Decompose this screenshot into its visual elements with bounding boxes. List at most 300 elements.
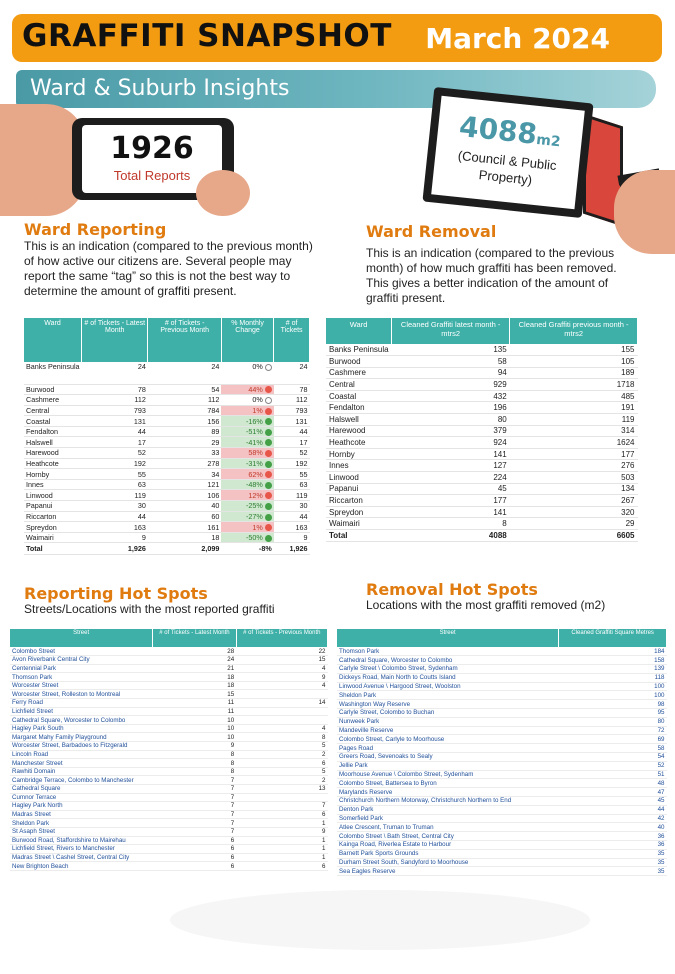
tickets-previous: 1 [236, 836, 327, 845]
cleaned-square-metres: 40 [559, 823, 667, 832]
tickets-count: 55 [274, 469, 310, 480]
table-row [326, 483, 638, 495]
ward-name: Innes [24, 479, 82, 490]
trend-indicator-icon [265, 439, 272, 446]
tickets-latest: 112 [82, 395, 148, 406]
table-row [10, 707, 328, 716]
ward-name: Riccarton [326, 495, 392, 507]
tickets-previous: 29 [148, 437, 222, 448]
ward-name: Innes [326, 460, 392, 472]
ward-name: Riccarton [24, 511, 82, 522]
cleaned-square-metres: 48 [559, 779, 667, 788]
table-row [10, 664, 328, 673]
tickets-latest: 7 [153, 802, 236, 811]
total-reports-value: 1926 [110, 131, 194, 166]
hand-illustration-right [614, 170, 675, 254]
ward-name: Fendalton [24, 426, 82, 437]
table-row [337, 673, 667, 682]
spray-paint-decoration [170, 890, 590, 950]
cleaned-square-metres: 95 [559, 709, 667, 718]
trend-indicator-icon [265, 503, 272, 510]
street-name: Colombo Street \ Bath Street, Central City [337, 832, 559, 841]
total-latest: 4088 [392, 530, 510, 542]
tickets-latest: 15 [153, 690, 236, 699]
table-row [24, 532, 310, 543]
monthly-change: -27% [245, 511, 263, 521]
monthly-change: 12% [248, 490, 263, 500]
ward-name: Hornby [326, 448, 392, 460]
cleaned-previous: 191 [510, 402, 638, 414]
cleaned-previous: 189 [510, 367, 638, 379]
cleaned-square-metres: 35 [559, 867, 667, 876]
table-row [326, 448, 638, 460]
table-row [337, 867, 667, 876]
table-row [337, 761, 667, 770]
ward-name: Heathcote [326, 437, 392, 449]
street-name: Dickeys Road, Main North to Coutts Island [337, 673, 559, 682]
tickets-latest: 793 [82, 405, 148, 416]
cleaned-latest: 135 [392, 344, 510, 356]
street-name: St Asaph Street [10, 827, 153, 836]
ward-name: Central [326, 379, 392, 391]
cleaned-square-metres: 100 [559, 682, 667, 691]
ward-name: Fendalton [326, 402, 392, 414]
cleaned-square-metres: 35 [559, 858, 667, 867]
street-name: Lichfield Street, Rivers to Manchester [10, 845, 153, 854]
table-row [10, 827, 328, 836]
tickets-latest: 163 [82, 522, 148, 533]
monthly-change: 0% [252, 395, 263, 405]
table-row [337, 858, 667, 867]
cleaned-previous: 276 [510, 460, 638, 472]
ward-name: Waimairi [326, 518, 392, 530]
column-header: # of Tickets - Previous Month [148, 318, 222, 362]
monthly-change-cell [221, 522, 273, 533]
tickets-latest: 11 [153, 707, 236, 716]
tickets-latest: 6 [153, 853, 236, 862]
column-header: # of Tickets - Latest Month [82, 318, 148, 362]
cleaned-square-metres: 45 [559, 797, 667, 806]
roller-illustration [422, 87, 593, 218]
tickets-previous: 14 [236, 699, 327, 708]
total-row [326, 530, 638, 542]
table-row [10, 690, 328, 699]
monthly-change-cell [221, 426, 273, 437]
street-name: Madras Street [10, 810, 153, 819]
tickets-latest: 10 [153, 716, 236, 725]
column-header: Cleaned Graffiti Square Metres [559, 629, 667, 647]
ward-name: Cashmere [24, 395, 82, 406]
table-row [337, 744, 667, 753]
ward-reporting-title: Ward Reporting [24, 220, 167, 239]
trend-indicator-icon [265, 514, 272, 521]
table-row [10, 776, 328, 785]
cleaned-square-metres: 51 [559, 770, 667, 779]
trend-indicator-icon [265, 535, 272, 542]
cleaned-previous: 177 [510, 448, 638, 460]
tickets-latest: 7 [153, 819, 236, 828]
column-header: % Monthly Change [221, 318, 273, 362]
tickets-previous: 156 [148, 416, 222, 427]
cleaned-previous: 267 [510, 495, 638, 507]
tickets-count: 163 [274, 522, 310, 533]
cleaned-square-metres: 184 [559, 647, 667, 656]
tickets-latest: 21 [153, 664, 236, 673]
table-row [24, 458, 310, 469]
cleaned-latest: 127 [392, 460, 510, 472]
monthly-change: -16% [245, 416, 263, 426]
table-row [10, 742, 328, 751]
tickets-latest: 9 [82, 532, 148, 543]
monthly-change-cell [221, 362, 273, 384]
ward-name: Spreydon [24, 522, 82, 533]
street-name: Colombo Street, Carlyle to Moorhouse [337, 735, 559, 744]
monthly-change: -25% [245, 501, 263, 511]
table-row [10, 647, 328, 656]
street-name: Cambridge Terrace, Colombo to Manchester [10, 776, 153, 785]
cleaned-square-metres: 44 [559, 805, 667, 814]
ward-name: Cashmere [326, 367, 392, 379]
cleaned-latest: 929 [392, 379, 510, 391]
street-name: Christchurch Northern Motorway, Christchurch Northern to End [337, 797, 559, 806]
street-name: Worcester Street, Barbadoes to Fitzgerald [10, 742, 153, 751]
area-removed-value: 4088m2 [457, 109, 562, 151]
tickets-previous: 161 [148, 522, 222, 533]
column-header: # of Tickets - Latest Month [153, 629, 236, 647]
tickets-previous: 15 [236, 656, 327, 665]
tickets-latest: 9 [153, 742, 236, 751]
street-name: Sea Eagles Reserve [337, 867, 559, 876]
table-row [337, 823, 667, 832]
tickets-latest: 7 [153, 810, 236, 819]
header-banner [12, 14, 662, 62]
monthly-change: -50% [245, 533, 263, 543]
cleaned-latest: 432 [392, 390, 510, 402]
table-row [24, 384, 310, 395]
cleaned-latest: 141 [392, 506, 510, 518]
trend-indicator-icon [265, 492, 272, 499]
table-row [326, 518, 638, 530]
table-row [337, 788, 667, 797]
street-name: Rawhiti Domain [10, 767, 153, 776]
monthly-change: 62% [248, 469, 263, 479]
tickets-previous: 24 [148, 362, 222, 384]
monthly-change: 1% [252, 522, 263, 532]
tickets-count: 9 [274, 532, 310, 543]
tickets-previous: 18 [148, 532, 222, 543]
monthly-change: 0% [252, 362, 263, 371]
tickets-previous: 121 [148, 479, 222, 490]
street-name: Margaret Mahy Family Playground [10, 733, 153, 742]
table-row [10, 862, 328, 871]
table-row [10, 785, 328, 794]
tickets-previous: 5 [236, 742, 327, 751]
table-row [24, 362, 310, 384]
tickets-previous: 22 [236, 647, 327, 656]
trend-indicator-icon [265, 482, 272, 489]
monthly-change: -48% [245, 480, 263, 490]
cleaned-previous: 119 [510, 414, 638, 426]
tickets-count: 192 [274, 458, 310, 469]
table-row [10, 810, 328, 819]
column-header: Cleaned Graffiti previous month - mtrs2 [510, 318, 638, 344]
cleaned-square-metres: 42 [559, 814, 667, 823]
table-row [24, 511, 310, 522]
monthly-change: 1% [252, 405, 263, 415]
table-row [337, 779, 667, 788]
tickets-previous: 7 [236, 802, 327, 811]
cleaned-previous: 485 [510, 390, 638, 402]
table-row [10, 733, 328, 742]
tickets-latest: 52 [82, 448, 148, 459]
tickets-previous: 112 [148, 395, 222, 406]
cleaned-square-metres: 52 [559, 761, 667, 770]
table-row [326, 402, 638, 414]
cleaned-previous: 314 [510, 425, 638, 437]
table-row [24, 501, 310, 512]
table-row [337, 709, 667, 718]
street-name: New Brighton Beach [10, 862, 153, 871]
ward-name: Coastal [326, 390, 392, 402]
tickets-previous: 6 [236, 759, 327, 768]
removal-hotspots-table [337, 629, 667, 876]
tickets-count: 44 [274, 511, 310, 522]
cleaned-latest: 58 [392, 356, 510, 368]
ward-removal-description: This is an indication (compared to the previous month) of how much graffiti has been removed. This gives a better indication of the amount of graffiti present. [366, 246, 617, 305]
street-name: Sheldon Park [10, 819, 153, 828]
tickets-previous: 40 [148, 501, 222, 512]
reporting-hotspots-subtitle: Streets/Locations with the most reported graffiti [24, 602, 275, 616]
tickets-previous: 54 [148, 384, 222, 395]
table-row [326, 506, 638, 518]
ward-name: Spreydon [326, 506, 392, 518]
total-row [24, 543, 310, 555]
ward-name: Hornby [24, 469, 82, 480]
ward-name: Burwood [24, 384, 82, 395]
ward-name: Halswell [24, 437, 82, 448]
total-ward: Total [326, 530, 392, 542]
area-removed-label: (Council & Public Property) [457, 147, 558, 188]
monthly-change: -41% [245, 437, 263, 447]
monthly-change-cell [221, 490, 273, 501]
tickets-latest: 8 [153, 750, 236, 759]
cleaned-square-metres: 47 [559, 788, 667, 797]
cleaned-square-metres: 158 [559, 656, 667, 665]
street-name: Somerfield Park [337, 814, 559, 823]
tickets-previous: 6 [236, 810, 327, 819]
table-row [326, 367, 638, 379]
table-row [24, 405, 310, 416]
street-name: Barnett Park Sports Grounds [337, 849, 559, 858]
street-name: Burwood Road, Staffordshire to Mairehau [10, 836, 153, 845]
tickets-previous [236, 793, 327, 802]
table-row [10, 759, 328, 768]
ward-name: Harewood [326, 425, 392, 437]
tickets-count: 17 [274, 437, 310, 448]
table-row [337, 770, 667, 779]
table-row [326, 356, 638, 368]
cleaned-latest: 8 [392, 518, 510, 530]
trend-indicator-icon [265, 429, 272, 436]
roller-screen [431, 96, 585, 210]
table-row [326, 425, 638, 437]
tickets-latest: 28 [153, 647, 236, 656]
ward-name: Central [24, 405, 82, 416]
street-name: Carlyle Street, Colombo to Buchan [337, 709, 559, 718]
cleaned-latest: 141 [392, 448, 510, 460]
table-row [337, 814, 667, 823]
column-header: Street [10, 629, 153, 647]
cleaned-latest: 45 [392, 483, 510, 495]
table-row [326, 379, 638, 391]
tickets-latest: 131 [82, 416, 148, 427]
cleaned-previous: 105 [510, 356, 638, 368]
table-row [326, 390, 638, 402]
table-row [24, 479, 310, 490]
street-name: Moorhouse Avenue \ Colombo Street, Sydenham [337, 770, 559, 779]
tickets-latest: 192 [82, 458, 148, 469]
cleaned-latest: 924 [392, 437, 510, 449]
tickets-latest: 44 [82, 426, 148, 437]
total-previous: 6605 [510, 530, 638, 542]
street-name: Cathedral Square, Worcester to Colombo [10, 716, 153, 725]
table-row [24, 416, 310, 427]
reporting-hotspots-table [10, 629, 328, 871]
cleaned-square-metres: 54 [559, 753, 667, 762]
tickets-previous: 5 [236, 767, 327, 776]
cleaned-latest: 379 [392, 425, 510, 437]
ward-name: Linwood [326, 472, 392, 484]
tickets-previous [236, 690, 327, 699]
cleaned-latest: 80 [392, 414, 510, 426]
table-row [337, 735, 667, 744]
table-row [10, 716, 328, 725]
ward-name: Burwood [326, 356, 392, 368]
table-row [10, 836, 328, 845]
cleaned-square-metres: 36 [559, 841, 667, 850]
table-row [24, 437, 310, 448]
street-name: Cathedral Square [10, 785, 153, 794]
tickets-previous: 278 [148, 458, 222, 469]
tickets-previous: 34 [148, 469, 222, 480]
tickets-count: 63 [274, 479, 310, 490]
ward-name: Linwood [24, 490, 82, 501]
tickets-count: 30 [274, 501, 310, 512]
ward-name: Papanui [24, 501, 82, 512]
ward-name: Waimairi [24, 532, 82, 543]
tickets-latest: 7 [153, 793, 236, 802]
tickets-count: 131 [274, 416, 310, 427]
column-header: Cleaned Graffiti latest month - mtrs2 [392, 318, 510, 344]
ward-name: Coastal [24, 416, 82, 427]
street-name: Kainga Road, Riverlea Estate to Harbour [337, 841, 559, 850]
tickets-previous: 9 [236, 673, 327, 682]
street-name: Durham Street South, Sandyford to Moorhouse [337, 858, 559, 867]
table-row [10, 699, 328, 708]
tickets-previous: 4 [236, 724, 327, 733]
table-row [10, 656, 328, 665]
cleaned-latest: 177 [392, 495, 510, 507]
tickets-latest: 18 [153, 681, 236, 690]
monthly-change-cell [221, 405, 273, 416]
tickets-count: 78 [274, 384, 310, 395]
cleaned-square-metres: 118 [559, 673, 667, 682]
reporting-hotspots-title: Reporting Hot Spots [24, 584, 208, 603]
section-heading: Ward & Suburb Insights [30, 76, 290, 101]
table-row [337, 726, 667, 735]
table-row [337, 717, 667, 726]
tickets-latest: 7 [153, 776, 236, 785]
street-name: Avon Riverbank Central City [10, 656, 153, 665]
ward-reporting-table [24, 318, 310, 555]
tickets-count: 119 [274, 490, 310, 501]
tickets-latest: 8 [153, 767, 236, 776]
street-name: Atlee Crescent, Truman to Truman [337, 823, 559, 832]
street-name: Greers Road, Sevenoaks to Sealy [337, 753, 559, 762]
tickets-previous: 6 [236, 862, 327, 871]
tickets-latest: 10 [153, 733, 236, 742]
column-header: Ward [24, 318, 82, 362]
cleaned-latest: 196 [392, 402, 510, 414]
street-name: Hagley Park South [10, 724, 153, 733]
table-row [337, 849, 667, 858]
table-row [337, 700, 667, 709]
street-name: Pages Road [337, 744, 559, 753]
table-row [10, 750, 328, 759]
cleaned-square-metres: 72 [559, 726, 667, 735]
cleaned-square-metres: 35 [559, 849, 667, 858]
street-name: Centennial Park [10, 664, 153, 673]
monthly-change: 44% [248, 384, 263, 394]
table-row [326, 495, 638, 507]
tickets-count: 112 [274, 395, 310, 406]
tickets-count: 793 [274, 405, 310, 416]
removal-hotspots-subtitle: Locations with the most graffiti removed (m2) [366, 598, 606, 612]
street-name: Marylands Reserve [337, 788, 559, 797]
table-row [10, 724, 328, 733]
table-row [326, 414, 638, 426]
cleaned-previous: 29 [510, 518, 638, 530]
table-row [24, 448, 310, 459]
table-row [337, 665, 667, 674]
cleaned-latest: 94 [392, 367, 510, 379]
tickets-latest: 17 [82, 437, 148, 448]
street-name: Worcester Street [10, 681, 153, 690]
tickets-latest: 6 [153, 836, 236, 845]
tickets-latest: 30 [82, 501, 148, 512]
monthly-change-cell [221, 384, 273, 395]
tickets-previous: 784 [148, 405, 222, 416]
tickets-latest: 6 [153, 862, 236, 871]
monthly-change-cell [221, 469, 273, 480]
tickets-latest: 7 [153, 827, 236, 836]
cleaned-square-metres: 58 [559, 744, 667, 753]
table-row [10, 681, 328, 690]
ward-name: Harewood [24, 448, 82, 459]
thumb-illustration [196, 170, 250, 216]
street-name: Manchester Street [10, 759, 153, 768]
removal-hotspots-title: Removal Hot Spots [366, 580, 538, 599]
tickets-latest: 119 [82, 490, 148, 501]
street-name: Lichfield Street [10, 707, 153, 716]
table-row [337, 805, 667, 814]
trend-indicator-icon [265, 471, 272, 478]
report-date: March 2024 [425, 22, 610, 55]
tickets-latest: 78 [82, 384, 148, 395]
street-name: Linwood Avenue \ Hargood Street, Woolston [337, 682, 559, 691]
table-row [10, 845, 328, 854]
total-change: -8% [221, 543, 273, 555]
